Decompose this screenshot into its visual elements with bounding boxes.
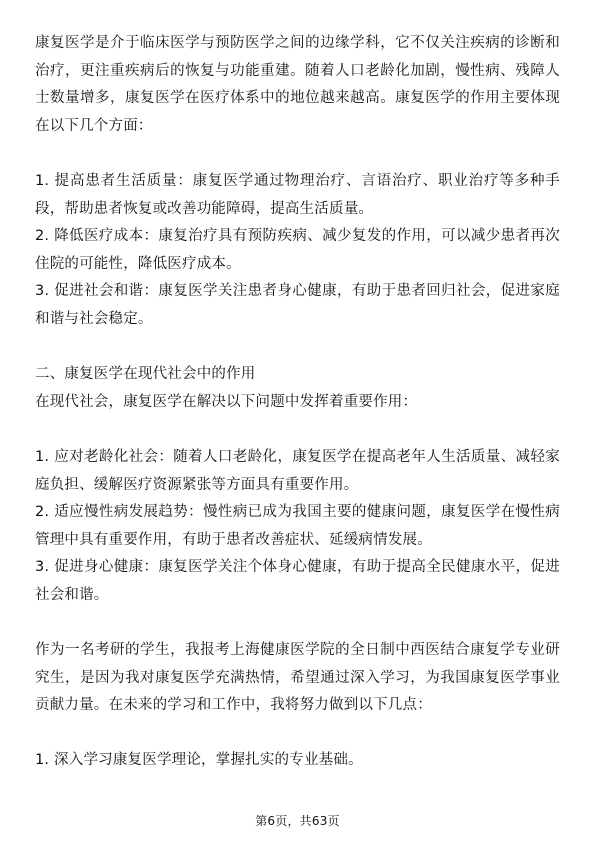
list-item: 2. 适应慢性病发展趋势：慢性病已成为我国主要的健康问题，康复医学在慢性病管理中具有重要作用，有助于患者改善症状、延缓病情发展。 [35,504,560,548]
section-heading: 二、康复医学在现代社会中的作用 [35,366,256,383]
spacer [35,416,560,444]
page-number: 第6页，共63页 [255,814,340,828]
spacer [35,334,560,362]
intro-paragraph: 康复医学是介于临床医学与预防医学之间的边缘学科，它不仅关注疾病的诊断和治疗，更注重疾病后的恢复与功能重建。随着人口老龄化加剧，慢性病、残障人士数量增多，康复医学在医疗体系中的地位越来越高。康复医学的作用主要体现在以下几个方面： [35,35,560,134]
list-item: 1. 深入学习康复医学理论，掌握扎实的专业基础。 [35,752,363,769]
list-item: 3. 促进社会和谐：康复医学关注患者身心健康，有助于患者回归社会，促进家庭和谐与社会稳定。 [35,283,560,327]
list-item: 3. 促进身心健康：康复医学关注个体身心健康，有助于提高全民健康水平，促进社会和谐。 [35,559,560,603]
list-item: 1. 应对老龄化社会：随着人口老龄化，康复医学在提高老年人生活质量、减轻家庭负担、缓解医疗资源紧张等方面具有重要作用。 [35,448,560,493]
section-intro: 在现代社会，康复医学在解决以下问题中发挥着重要作用： [35,393,418,410]
document-body [35,30,560,775]
spacer [35,140,560,168]
spacer [35,609,560,637]
list-item: 2. 降低医疗成本：康复治疗具有预防疾病、减少复发的作用，可以减少患者再次住院的可能性，降低医疗成本。 [35,228,560,272]
personal-paragraph: 作为一名考研的学生，我报考上海健康医学院的全日制中西医结合康复学专业研究生，是因为我对康复医学充满热情，希望通过深入学习，为我国康复医学事业贡献力量。在未来的学习和工作中，我将努力做到以下几点： [35,642,560,714]
spacer [35,720,560,748]
list-item: 1. 提高患者生活质量：康复医学通过物理治疗、言语治疗、职业治疗等多种手段，帮助患者恢复或改善功能障碍，提高生活质量。 [35,172,560,217]
